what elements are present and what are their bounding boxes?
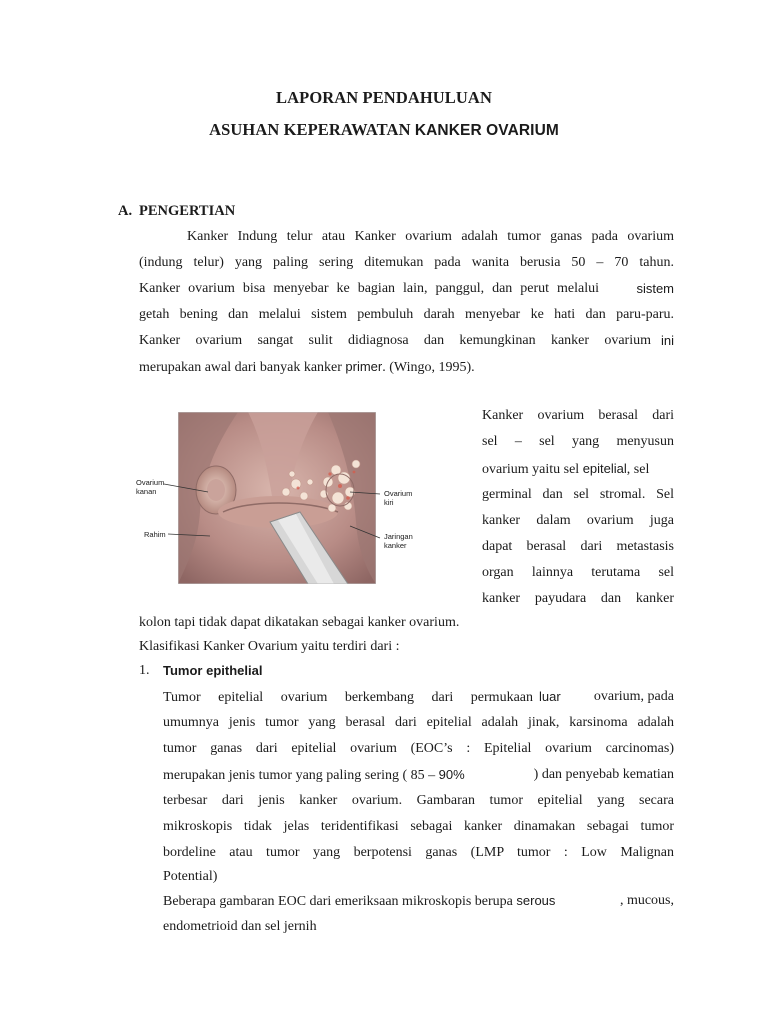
para2-line-3-c: , sel <box>626 462 650 477</box>
para1-line-5-sans: ini <box>660 333 674 348</box>
para3-line-4 <box>163 765 674 785</box>
para2-line-4: germinal dan sel stromal. Sel <box>482 487 674 502</box>
para2-line-7: organ lainnya terutama sel <box>482 565 674 580</box>
para1-line-6-b: primer <box>345 359 383 374</box>
title-line-2 <box>0 120 768 140</box>
para1-line-6 <box>139 357 475 377</box>
para1-line-6-c: . (Wingo, 1995). <box>382 360 475 375</box>
para4-line-1 <box>163 891 674 911</box>
para3-line-6: mikroskopis tidak jelas teridentifikasi sebagai kanker dinamakan sebagai tumor <box>163 819 674 834</box>
para2-line-8: kanker payudara dan kanker <box>482 591 674 606</box>
klasifikasi-text: Klasifikasi Kanker Ovarium yaitu terdiri dari : <box>139 639 400 654</box>
para1-line-3-sans: sistem <box>636 281 674 296</box>
para2-line-3-a: ovarium yaitu sel <box>482 462 583 477</box>
para2-line-2: sel – sel yang menyusun <box>482 434 674 449</box>
para2-line-5: kanker dalam ovarium juga <box>482 513 674 528</box>
para4-line-1-b: serous <box>516 893 556 908</box>
para2-line-1: Kanker ovarium berasal dari <box>482 408 674 423</box>
title-line-1: LAPORAN PENDAHULUAN <box>276 88 492 107</box>
title-line-2-serif: ASUHAN KEPERAWATAN <box>209 120 415 139</box>
para3-line-8: Potential) <box>163 869 218 884</box>
para4-line-2: endometrioid dan sel jernih <box>163 919 317 934</box>
para1-line-5 <box>139 331 674 351</box>
para2-line-3-b: epitelial <box>582 461 627 476</box>
para3-line-1-c: ovarium, pada <box>593 689 674 704</box>
para1-line-4: getah bening dan melalui sistem pembuluh darah menyebar ke hati dan paru-paru. <box>139 307 674 322</box>
para2-line-6: dapat berasal dari metastasis <box>482 539 674 554</box>
para3-line-1-a: Tumor epitelial ovarium berkembang dari permukaan <box>163 690 533 705</box>
item-1-heading: Tumor epithelial <box>163 663 263 678</box>
para1-line-6-a: merupakan awal dari banyak kanker <box>139 360 346 375</box>
title-line-2-sans: KANKER OVARIUM <box>414 122 559 139</box>
section-label: A. <box>118 203 133 219</box>
para3-line-3: tumor ganas dari epitelial ovarium (EOC’s : Epitelial ovarium carcinomas) <box>163 741 674 756</box>
para3-line-7: bordeline atau tumor yang berpotensi ganas (LMP tumor : Low Malignan <box>163 845 674 860</box>
para4-line-1-c: , mucous, <box>619 893 674 908</box>
para3-line-5: terbesar dari jenis kanker ovarium. Gambaran tumor epitelial yang secara <box>163 793 674 808</box>
para1-line-2: (indung telur) yang paling sering ditemukan pada wanita berusia 50 – 70 tahun. <box>139 255 674 270</box>
label-jaringan-kanker: Jaringan kanker <box>384 532 413 550</box>
section-heading: PENGERTIAN <box>139 203 236 219</box>
para1-line-1: Kanker Indung telur atau Kanker ovarium adalah tumor ganas pada ovarium <box>187 229 674 244</box>
item-1-number: 1. <box>139 663 150 678</box>
para3-line-2: umumnya jenis tumor yang berasal dari epitelial adalah jinak, karsinoma adalah <box>163 715 674 730</box>
label-rahim: Rahim <box>144 530 166 539</box>
para3-line-1 <box>163 687 674 707</box>
para2-line-3 <box>482 459 674 479</box>
para4-line-1-a: Beberapa gambaran EOC dari emeriksaan mikroskopis berupa <box>163 894 513 909</box>
label-ovarium-kanan: Ovarium kanan <box>136 478 165 496</box>
label-ovarium-kiri: Ovarium kiri <box>384 489 413 507</box>
para2-line-9: kolon tapi tidak dapat dikatakan sebagai kanker ovarium. <box>139 615 460 630</box>
para3-line-1-b: luar <box>539 689 561 704</box>
para3-line-4-c: ) dan penyebab kematian <box>533 767 674 782</box>
para3-line-4-a: merupakan jenis tumor yang paling sering ( 85 – <box>163 768 436 783</box>
para1-line-5-text: Kanker ovarium sangat sulit didiagnosa dan kemungkinan kanker ovarium <box>139 333 651 348</box>
para3-line-4-b: 90% <box>438 767 465 782</box>
para1-line-3 <box>139 279 674 299</box>
para1-line-3-text: Kanker ovarium bisa menyebar ke bagian lain, panggul, dan perut melalui <box>139 281 599 296</box>
